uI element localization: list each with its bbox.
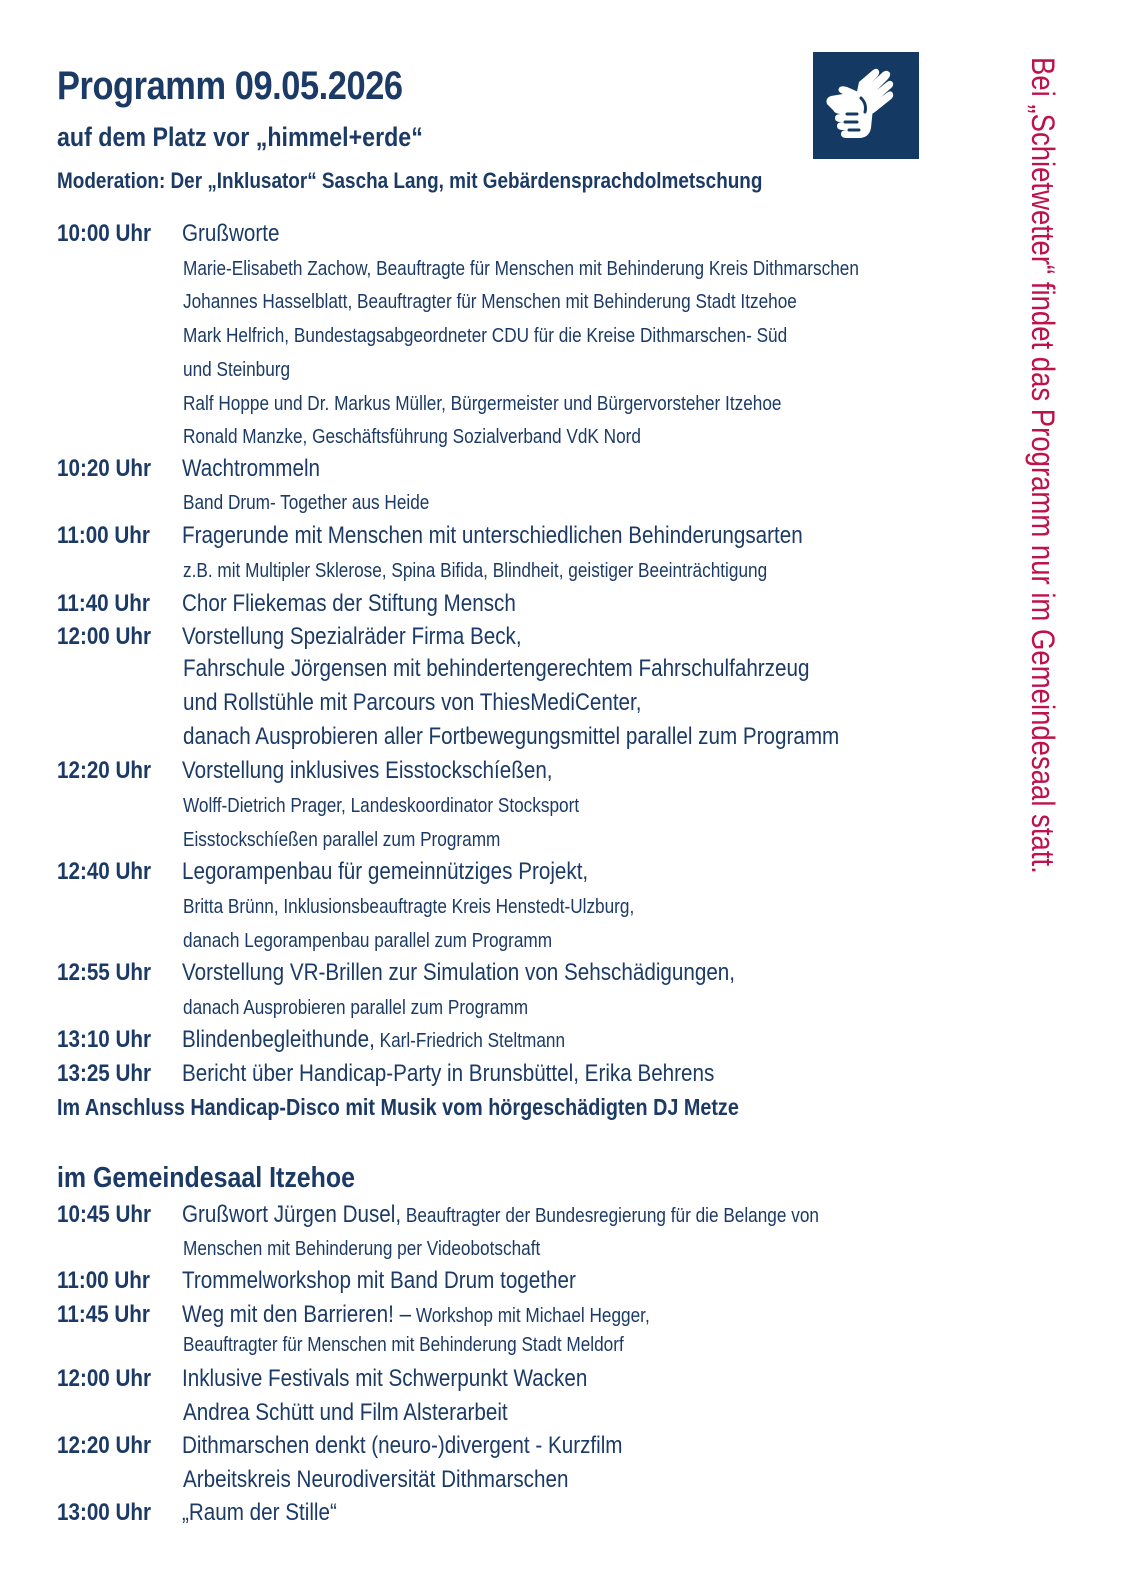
- item-title: Legorampenbau für gemeinnütziges Projekt,: [182, 858, 589, 885]
- item-title: Wachtrommeln: [182, 455, 321, 482]
- item-detail: Fahrschule Jörgensen mit behindertengerechtem Fahrschulfahrzeug: [183, 655, 810, 682]
- time-label: 13:10 Uhr: [57, 1026, 152, 1053]
- schedule-row: [57, 220, 295, 248]
- weather-note: Bei „Schietwetter“ findet das Programm nur im Gemeindesaal statt.: [1025, 57, 1061, 874]
- schedule-row: [57, 1201, 923, 1229]
- time-label: 11:40 Uhr: [57, 590, 150, 617]
- item-detail: Beauftragter für Menschen mit Behinderung Stadt Meldorf: [183, 1334, 624, 1356]
- schedule-row: [57, 757, 613, 785]
- schedule-row: [57, 455, 342, 483]
- time-label: 12:20 Uhr: [57, 757, 152, 784]
- page-subtitle: auf dem Platz vor „himmel+erde“: [57, 122, 423, 152]
- item-detail: Eisstockschíeßen parallel zum Programm: [183, 829, 501, 851]
- item-title: Trommelworkshop mit Band Drum together: [182, 1267, 576, 1294]
- schedule-row: [57, 858, 654, 886]
- schedule-row: [57, 1499, 362, 1527]
- schedule-row: [57, 1432, 694, 1460]
- item-detail-inline: Beauftragter der Bundesregierung für die Belange von: [401, 1205, 819, 1227]
- item-detail: Ronald Manzke, Geschäftsführung Sozialverband VdK Nord: [183, 426, 641, 448]
- item-detail: Ralf Hoppe und Dr. Markus Müller, Bürgermeister und Bürgervorsteher Itzehoe: [183, 393, 782, 415]
- schedule-row: [57, 1365, 653, 1393]
- sign-language-badge: [813, 52, 919, 159]
- schedule-row: [57, 623, 577, 651]
- item-detail: Britta Brünn, Inklusionsbeauftragte Kreis Henstedt-Ulzburg,: [183, 896, 635, 918]
- item-title: Vorstellung Spezialräder Firma Beck,: [182, 623, 522, 650]
- schedule-row: [57, 1026, 627, 1054]
- item-detail: Andrea Schütt und Film Alsterarbeit: [183, 1399, 508, 1426]
- schedule-row: [57, 522, 904, 550]
- item-title: „Raum der Stille“: [182, 1499, 337, 1526]
- schedule-row: [57, 1060, 801, 1088]
- item-title: Dithmarschen denkt (neuro-)divergent - Kurzfilm: [182, 1432, 623, 1459]
- time-label: 10:20 Uhr: [57, 455, 152, 482]
- closing-line: Im Anschluss Handicap-Disco mit Musik vom hörgeschädigten DJ Metze: [57, 1094, 739, 1120]
- time-label: 10:45 Uhr: [57, 1201, 152, 1228]
- item-detail: Band Drum- Together aus Heide: [183, 492, 430, 514]
- moderation-line: Moderation: Der „Inklusator“ Sascha Lang, mit Gebärdensprachdolmetschung: [57, 168, 763, 193]
- item-title: Vorstellung inklusives Eisstockschíeßen,: [182, 757, 553, 784]
- item-title: Fragerunde mit Menschen mit unterschiedlichen Behinderungsarten: [182, 522, 803, 549]
- item-detail: Johannes Hasselblatt, Beauftragter für Menschen mit Behinderung Stadt Itzehoe: [183, 291, 797, 313]
- item-detail: Mark Helfrich, Bundestagsabgeordneter CDU für die Kreise Dithmarschen- Süd: [183, 325, 788, 347]
- time-label: 12:20 Uhr: [57, 1432, 152, 1459]
- item-title: Vorstellung VR-Brillen zur Simulation von Sehschädigungen,: [182, 959, 736, 986]
- schedule-row: [57, 590, 570, 618]
- item-title: Weg mit den Barrieren! – Workshop mit Michael Hegger,: [182, 1301, 650, 1328]
- time-label: 10:00 Uhr: [57, 220, 152, 247]
- item-detail: Arbeitskreis Neurodiversität Dithmarschen: [183, 1466, 569, 1493]
- item-detail: Menschen mit Behinderung per Videobotschaft: [183, 1238, 541, 1260]
- section-heading-gemeindesaal: im Gemeindesaal Itzehoe: [57, 1162, 356, 1194]
- time-label: 11:00 Uhr: [57, 522, 150, 549]
- time-label: 12:00 Uhr: [57, 623, 152, 650]
- item-title: Grußworte: [182, 220, 280, 247]
- time-label: 11:00 Uhr: [57, 1267, 150, 1294]
- time-label: 13:25 Uhr: [57, 1060, 152, 1087]
- item-title: Chor Fliekemas der Stiftung Mensch: [182, 590, 516, 617]
- item-title: Bericht über Handicap-Party in Brunsbüttel, Erika Behrens: [182, 1060, 715, 1087]
- time-label: 11:45 Uhr: [57, 1301, 150, 1328]
- item-detail: z.B. mit Multipler Sklerose, Spina Bifida, Blindheit, geistiger Beeinträchtigung: [183, 560, 768, 582]
- time-label: 12:55 Uhr: [57, 959, 152, 986]
- item-detail: danach Ausprobieren aller Fortbewegungsmittel parallel zum Programm: [183, 723, 840, 750]
- item-detail-inline: Karl-Friedrich Steltmann: [374, 1030, 566, 1052]
- sign-language-hands-icon: [813, 52, 919, 159]
- schedule-row: [57, 1301, 726, 1329]
- item-title: Inklusive Festivals mit Schwerpunkt Wacken: [182, 1365, 588, 1392]
- schedule-row: [57, 1267, 640, 1295]
- time-label: 12:00 Uhr: [57, 1365, 152, 1392]
- schedule-row: [57, 959, 825, 987]
- page-title: Programm 09.05.2026: [57, 64, 403, 108]
- time-label: 13:00 Uhr: [57, 1499, 152, 1526]
- item-detail-inline: Workshop mit Michael Hegger,: [411, 1305, 650, 1327]
- item-title: Grußwort Jürgen Dusel, Beauftragter der Bundesregierung für die Belange von: [182, 1201, 819, 1228]
- item-detail: und Steinburg: [183, 359, 291, 381]
- item-detail: danach Legorampenbau parallel zum Programm: [183, 930, 553, 952]
- time-label: 12:40 Uhr: [57, 858, 152, 885]
- item-detail: danach Ausprobieren parallel zum Programm: [183, 997, 529, 1019]
- item-detail: Wolff-Dietrich Prager, Landeskoordinator Stocksport: [183, 795, 580, 817]
- item-title: Blindenbegleithunde, Karl-Friedrich Steltmann: [182, 1026, 566, 1053]
- item-detail: und Rollstühle mit Parcours von ThiesMediCenter,: [183, 689, 642, 716]
- item-detail: Marie-Elisabeth Zachow, Beauftragte für Menschen mit Behinderung Kreis Dithmarschen: [183, 258, 859, 280]
